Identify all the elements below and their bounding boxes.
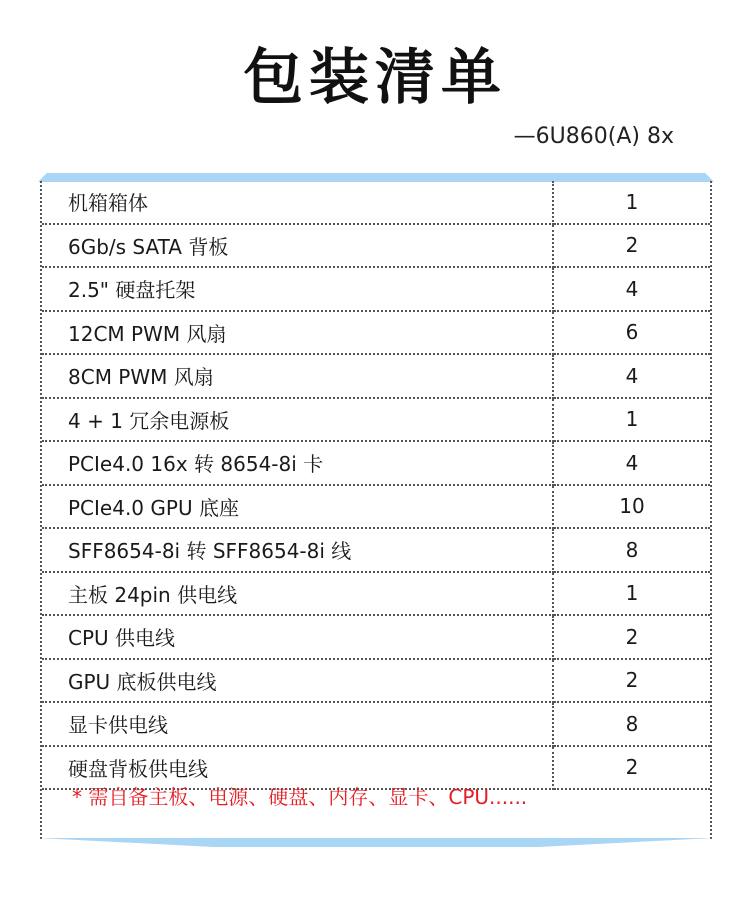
item-qty: 10 (553, 485, 710, 529)
item-qty: 2 (553, 659, 710, 703)
item-name: GPU 底板供电线 (42, 659, 553, 703)
item-qty: 1 (553, 181, 710, 224)
table-row (42, 572, 710, 616)
table-row (42, 354, 710, 398)
table-row (42, 659, 710, 703)
bottom-accent-band (38, 838, 714, 847)
item-qty: 8 (553, 702, 710, 746)
item-name: CPU 供电线 (42, 615, 553, 659)
item-qty: 4 (553, 267, 710, 311)
table-row (42, 224, 710, 268)
item-name: 4 + 1 冗余电源板 (42, 398, 553, 442)
item-name: 机箱箱体 (42, 181, 553, 224)
table-row (42, 311, 710, 355)
table-row (42, 441, 710, 485)
item-name: 8CM PWM 风扇 (42, 354, 553, 398)
item-name: PCIe4.0 16x 转 8654-8i 卡 (42, 441, 553, 485)
item-name: 显卡供电线 (42, 702, 553, 746)
table-row (42, 398, 710, 442)
item-name: 2.5" 硬盘托架 (42, 267, 553, 311)
item-name: 硬盘背板供电线 (42, 746, 553, 790)
table-row (42, 181, 710, 224)
item-qty: 8 (553, 528, 710, 572)
packing-table-body (42, 181, 710, 789)
item-qty: 4 (553, 441, 710, 485)
table-row (42, 485, 710, 529)
model-label: —6U860(A) 8x (513, 124, 674, 149)
table-row (42, 615, 710, 659)
item-qty: 1 (553, 572, 710, 616)
item-qty: 2 (553, 615, 710, 659)
table-row (42, 267, 710, 311)
table-row (42, 702, 710, 746)
item-qty: 6 (553, 311, 710, 355)
packing-list-table (40, 181, 712, 839)
item-name: PCIe4.0 GPU 底座 (42, 485, 553, 529)
packing-table (42, 181, 710, 790)
item-name: 12CM PWM 风扇 (42, 311, 553, 355)
table-row (42, 528, 710, 572)
item-name: 6Gb/s SATA 背板 (42, 224, 553, 268)
item-name: SFF8654-8i 转 SFF8654-8i 线 (42, 528, 553, 572)
item-qty: 1 (553, 398, 710, 442)
item-qty: 4 (553, 354, 710, 398)
note-text: * 需自备主板、电源、硬盘、内存、显卡、CPU...... (72, 785, 528, 809)
item-qty: 2 (553, 746, 710, 790)
page-title: 包装清单 (243, 43, 507, 113)
item-name: 主板 24pin 供电线 (42, 572, 553, 616)
item-qty: 2 (553, 224, 710, 268)
